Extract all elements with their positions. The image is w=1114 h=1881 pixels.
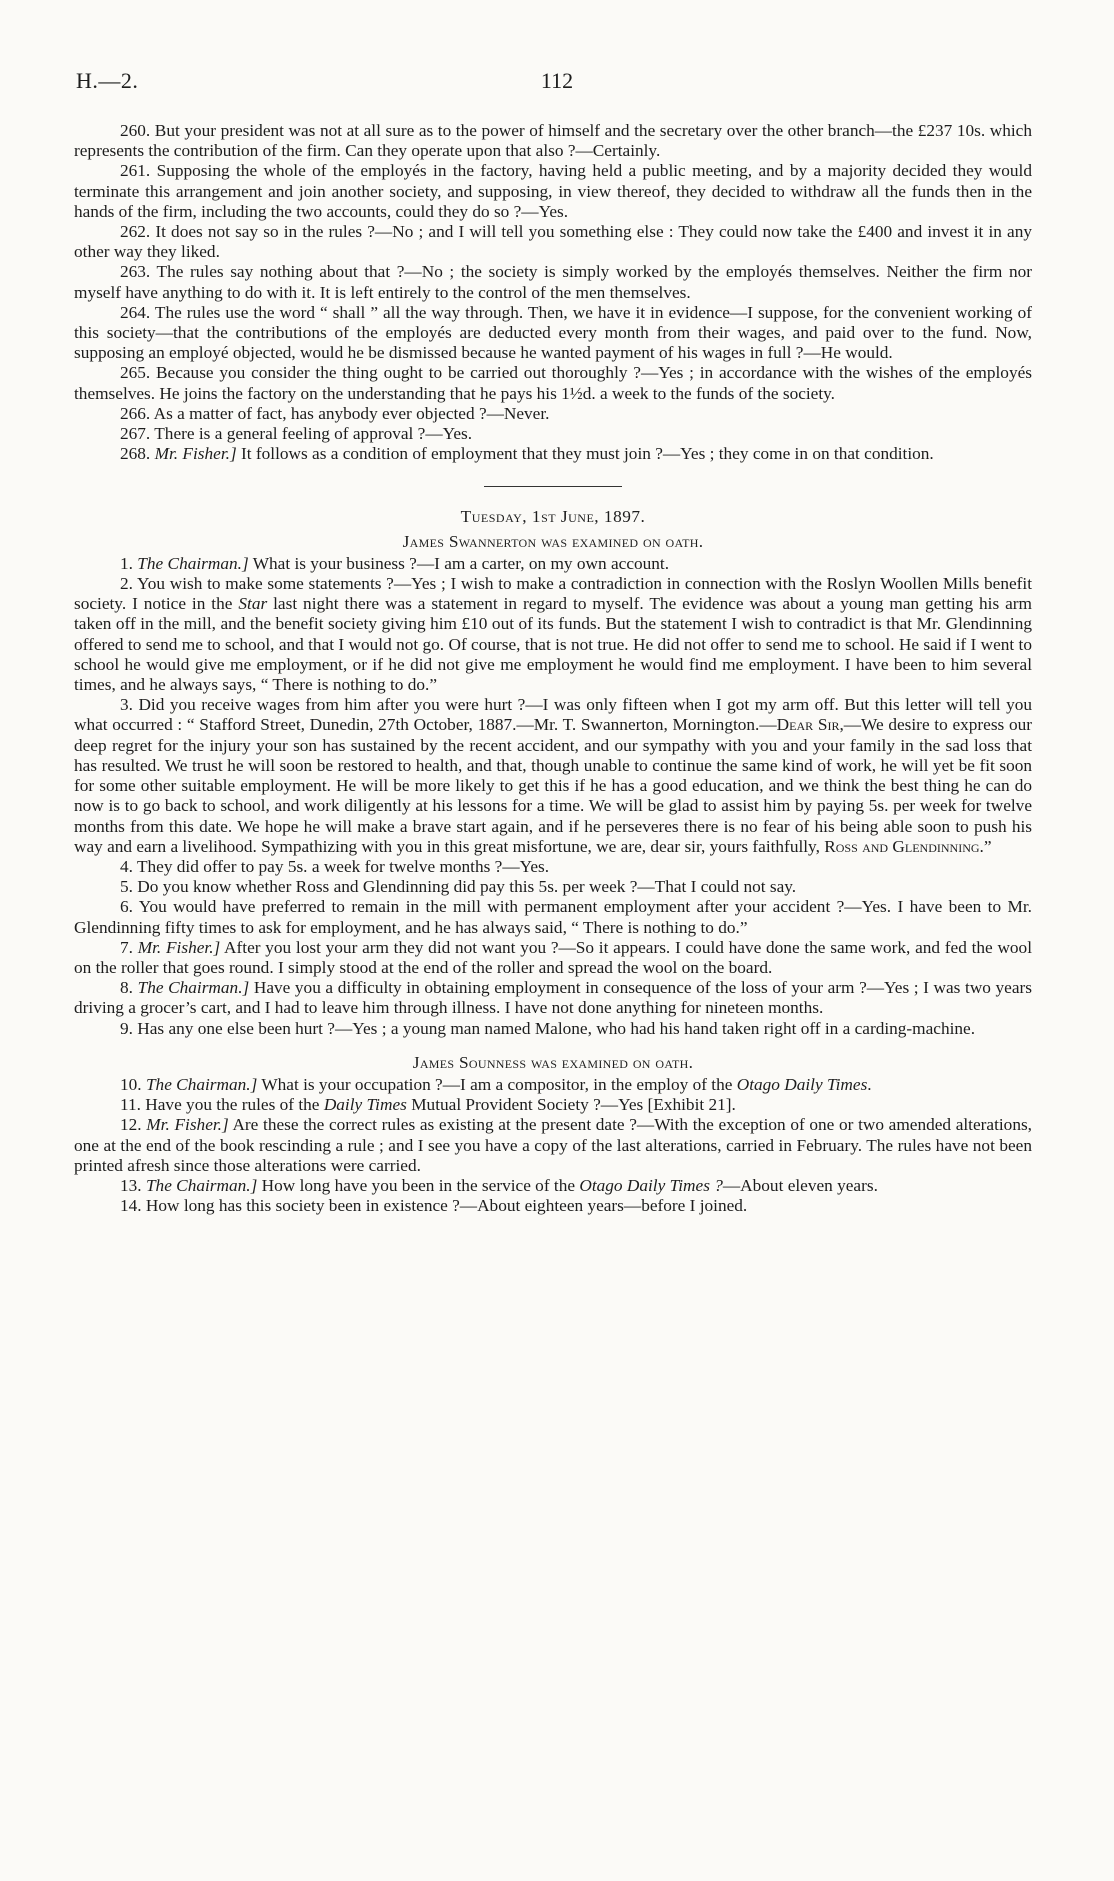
question-text: ,—We desire to express our deep regret for the injury your son has sustained by the recent accident, and our sympathy with you and your family in the sad loss that has resulted. We trust he will soon be restored to health, and that, though unable to continue the same kind of work, he will yet be fit soon for some other suitable employment. He will be more likely to get this if he has a good education, and we think the best thing he can do now is to go back to school, and work diligently at his lessons for a time. We will be glad to assist him by paying 5s. per week for twelve months from this date. We hope he will make a brave start again, and if he perseveres there is no fear of his being able soon to push his way and earn a livelihood. Sympathizing with you in this great misfortune, we are, dear sir, yours faithfully, — [74, 715, 1033, 856]
question-267: 267. There is a general feeling of approval ?—Yes. — [120, 424, 473, 444]
question-text: What is your business ?—I am a carter, on my own account. — [248, 553, 670, 573]
question-3 — [74, 695, 1032, 857]
newspaper-name: Otago Daily Times — [736, 1074, 868, 1094]
question-4: 4. They did offer to pay 5s. a week for twelve months ?—Yes. — [120, 856, 550, 876]
question-264: 264. The rules use the word “ shall ” all the way through. Then, we have it in evidence—I suppose, for the convenient working of this society—that the contributions of the employés are deducted every month from their wages, and paid over to the fund. Now, supposing an employé objected, would he be dismissed because he wanted payment of his wages in full ?—He would. — [74, 302, 1032, 363]
question-1 — [74, 554, 1032, 574]
question-text: 11. Have you the rules of the — [120, 1095, 324, 1115]
page-header — [76, 68, 1038, 98]
question-262: 262. It does not say so in the rules ?—No ; and I will tell you something else : They could now take the £400 and invest it in any other way they liked. — [74, 222, 1032, 262]
question-number: 10. — [120, 1074, 142, 1094]
question-9: 9. Has any one else been hurt ?—Yes ; a young man named Malone, who had his hand taken right off in a carding-machine. — [120, 1018, 976, 1038]
speaker: The Chairman.] — [137, 553, 249, 573]
question-263: 263. The rules say nothing about that ?—No ; the society is simply worked by the employés themselves. Neither the firm nor myself have anything to do with it. It is left entirely to the control of the men themselves. — [74, 262, 1032, 302]
page-number: 112 — [540, 68, 574, 93]
question-text: last night there was a statement in regard to myself. The evidence was about a young man getting his arm taken off in the mill, and the benefit society giving him £10 out of its funds. But the statement I wish to contradict is that Mr. Glendinning offered to send me to school, and that I would not go. Of course, that is not true. He did not offer to send me to school. He said if I went to school he would give me employment, or if he did not give me employment he would find me employment. I have been to him several times, and he always says, “ There is nothing to do.” — [74, 594, 1032, 695]
speaker: The Chairman.] — [145, 1175, 258, 1195]
question-265: 265. Because you consider the thing ought to be carried out thoroughly ?—Yes ; in accordance with the wishes of the employés themselves. He joins the factory on the understanding that he pays his 1½d. a week to the funds of the society. — [74, 363, 1032, 403]
speaker: Mr. Fisher.] — [146, 1115, 229, 1135]
speaker: The Chairman.] — [145, 1074, 258, 1094]
question-5: 5. Do you know whether Ross and Glendinning did pay this 5s. per week ?—That I could not say. — [120, 877, 797, 897]
newspaper-name: Star — [238, 594, 268, 614]
newspaper-name: Daily Times — [323, 1095, 407, 1115]
letter-signature: Ross and Glendinning — [824, 836, 980, 856]
letter-salutation: Dear Sir — [776, 715, 840, 735]
question-text: Have you a difficulty in obtaining employment in consequence of the loss of your arm ?—Yes ; I was two years driving a grocer’s cart, and I had to leave him through illness. I have not done anything for nineteen months. — [74, 978, 1032, 1018]
document-reference: H.—2. — [76, 68, 139, 93]
question-14: 14. How long has this society been in existence ?—About eighteen years—before I joined. — [120, 1196, 748, 1216]
witness-heading: James Sounness was examined on oath. — [412, 1052, 694, 1072]
question-text: It follows as a condition of employment that they must join ?—Yes ; they come in on that condition. — [236, 444, 934, 464]
question-text: . — [867, 1074, 872, 1094]
section-divider — [484, 486, 622, 487]
question-number: 1. — [120, 553, 133, 573]
question-number: 7. — [120, 937, 133, 957]
question-text: Are these the correct rules as existing at the present date ?—With the exception of one or two amended alterations, one at the end of the book rescinding a rule ; and I see you have a copy of the last alterations, carried in February. The rules have not been printed afresh since those alterations were carried. — [74, 1115, 1033, 1175]
question-13 — [74, 1176, 1032, 1196]
speaker: The Chairman.] — [137, 978, 250, 998]
question-number: 12. — [120, 1115, 142, 1135]
question-text: How long have you been in the service of the — [257, 1175, 580, 1195]
question-text: 2. You wish to make some statements ?—Yes ; I wish to make a contradiction in connection with the Roslyn Woollen Mills benefit society. I notice in the — [74, 574, 1032, 614]
question-12 — [74, 1115, 1032, 1176]
question-number: 268. — [120, 444, 151, 464]
question-text: 3. Did you receive wages from him after you were hurt ?—I was only fifteen when I got my arm off. But this letter will tell you what occurred : “ Stafford Street, Dunedin, 27th October, 1887.—Mr. T. Swannerton, Mornington.— — [74, 695, 1032, 735]
question-10 — [74, 1075, 1032, 1095]
question-268 — [74, 444, 1032, 464]
question-11 — [74, 1095, 1032, 1115]
question-number: 13. — [120, 1175, 142, 1195]
question-260: 260. But your president was not at all sure as to the power of himself and the secretary over the other branch—the £237 10s. which represents the contribution of the firm. Can they operate upon that also ?—Certainly. — [74, 121, 1032, 161]
witness-heading: James Swannerton was examined on oath. — [402, 531, 704, 551]
question-text: —About eleven years. — [722, 1175, 878, 1195]
question-6: 6. You would have preferred to remain in the mill with permanent employment after your accident ?—Yes. I have been to Mr. Glendinning fifty times to ask for employment, and he has always said, “ There is nothing to do.” — [74, 897, 1032, 937]
newspaper-name: Otago Daily Times ? — [579, 1175, 723, 1195]
question-2 — [74, 574, 1032, 695]
question-text: .” — [979, 836, 992, 856]
speaker: Mr. Fisher.] — [137, 937, 221, 957]
question-266: 266. As a matter of fact, has anybody ever objected ?—Never. — [120, 403, 550, 423]
page-body — [74, 121, 1032, 1216]
speaker: Mr. Fisher.] — [154, 444, 237, 464]
question-number: 8. — [120, 978, 133, 998]
question-261: 261. Supposing the whole of the employés in the factory, having held a public meeting, and by a majority decided they would terminate this arrangement and join another society, and supposing, in view thereof, they decided to withdraw all the funds then in the hands of the firm, including the two accounts, could they do so ?—Yes. — [74, 161, 1032, 221]
question-7 — [74, 938, 1032, 978]
question-text: Mutual Provident Society ?—Yes [Exhibit 21]. — [406, 1095, 736, 1115]
question-text: After you lost your arm they did not want you ?—So it appears. I could have done the same work, and fed the wool on the roller that goes round. I simply stood at the end of the roller and spread the wool on the board. — [74, 937, 1033, 977]
session-date-heading: Tuesday, 1st June, 1897. — [460, 507, 646, 527]
question-text: What is your occupation ?—I am a compositor, in the employ of the — [257, 1074, 737, 1094]
question-8 — [74, 978, 1032, 1018]
